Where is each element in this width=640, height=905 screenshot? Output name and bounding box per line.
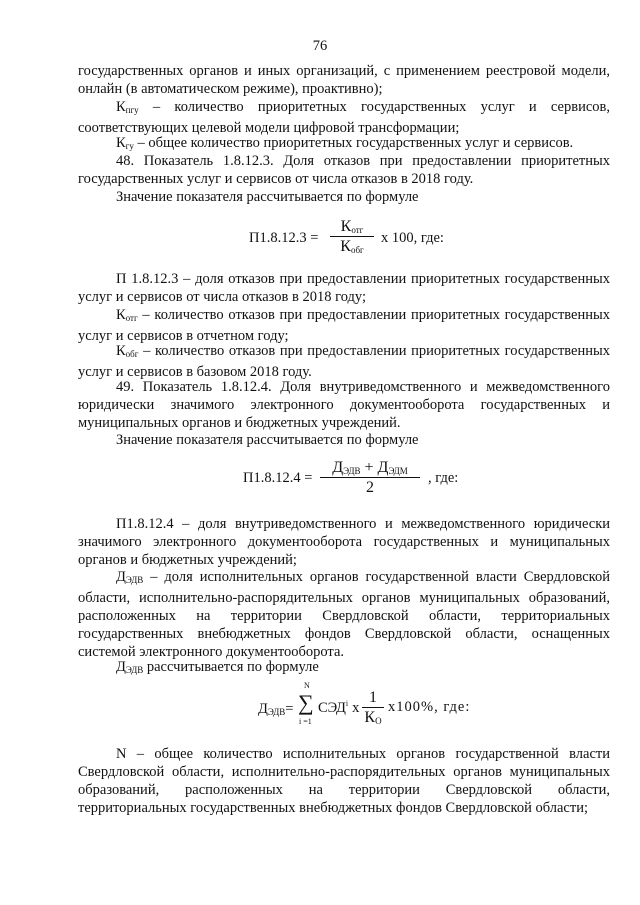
definition-text: – доля исполнительных органов государственной власти Свердловской области, исполнительно-распорядительных органов муниципальных образований, расположенных на территории Свердловской области, территориальных государственных внебюджетных фондов Свердловской области, оснащенных системой электронного документооборота. xyxy=(78,569,610,660)
formula-2-numerator xyxy=(320,459,420,478)
formula-1-lhs: П1.8.12.3 = xyxy=(249,230,319,246)
formula-intro-1: Значение показателя рассчитывается по формуле xyxy=(116,189,419,205)
numerator-a-subscript: ЭДВ xyxy=(343,466,361,476)
formula-3-numerator: 1 xyxy=(362,689,384,708)
symbol: Д xyxy=(116,569,126,585)
definition-text: – количество отказов при предоставлении приоритетных государственных услуг и сервисов в базовом 2018 году. xyxy=(78,343,610,380)
summation-sign: ∑ xyxy=(298,690,314,715)
plus-sign: + xyxy=(360,459,378,476)
formula-1-fraction xyxy=(330,218,374,256)
indicator-49-paragraph: 49. Показатель 1.8.12.4. Доля внутриведомственного и межведомственного юридически значимого электронного документооборота государственных и муниципальных органов и бюджетных учреждений. xyxy=(78,379,610,431)
term-superscript: i xyxy=(345,699,349,708)
definition-p-1-8-12-3: П 1.8.12.3 – доля отказов при предоставлении приоритетных государственных услуг и сервисов от числа отказов в 2018 году; xyxy=(78,271,610,305)
symbol: Д xyxy=(116,659,126,675)
formula-1-rhs: х 100, где: xyxy=(381,230,444,246)
sum-lower-limit: i =1 xyxy=(299,717,312,726)
indicator-48-paragraph: 48. Показатель 1.8.12.3. Доля отказов при предоставлении приоритетных государственных услуг и сервисов от числа отказов в 2018 году. xyxy=(78,153,610,187)
formula-3-denominator xyxy=(362,708,384,727)
sum-upper-limit: N xyxy=(304,681,310,690)
formula-3-lhs xyxy=(258,701,293,718)
definition-n: N – общее количество исполнительных органов государственной власти Свердловской области, исполнительно-распорядительных органов муниципальных образований, расположенных на территории Свердловской области, территориальных государственных внебюджетных фондов Свердловской области; xyxy=(78,746,610,816)
formula-3-term xyxy=(318,699,359,717)
formula-intro-3 xyxy=(78,658,610,679)
denominator-symbol: К xyxy=(364,709,376,726)
symbol-subscript: обг xyxy=(125,349,139,359)
numerator-symbol: К xyxy=(340,218,352,235)
definition-k-obg xyxy=(78,342,610,381)
term-text: СЭД xyxy=(318,699,346,716)
symbol-subscript: ЭДВ xyxy=(125,665,144,675)
formula-3-rhs: х100%, где: xyxy=(388,699,471,715)
numerator-a-symbol: Д xyxy=(332,459,344,476)
formula-2-fraction xyxy=(320,459,420,497)
denominator-subscript: обг xyxy=(350,245,364,255)
denominator-symbol: К xyxy=(340,238,351,255)
intro-text: рассчитывается по формуле xyxy=(143,659,319,675)
formula-intro-2: Значение показателя рассчитывается по формуле xyxy=(116,432,419,448)
formula-1-denominator xyxy=(330,237,374,256)
definition-text: – количество приоритетных государственных услуг и сервисов, соответствующих целевой модели цифровой трансформации; xyxy=(78,99,610,136)
numerator-subscript: отг xyxy=(351,225,364,235)
denominator-subscript: О xyxy=(375,716,382,726)
formula-2-lhs: П1.8.12.4 = xyxy=(243,470,313,486)
definition-p-1-8-12-4: П1.8.12.4 – доля внутриведомственного и межведомственного юридически значимого электронного документооборота государственных и муниципальных органов и бюджетных учреждений; xyxy=(78,516,610,568)
symbol: К xyxy=(116,307,126,323)
symbol: К xyxy=(116,99,126,115)
symbol: К xyxy=(116,135,126,151)
formula-2-rhs: , где: xyxy=(428,470,459,486)
formula-2-denominator: 2 xyxy=(366,479,374,496)
lhs-symbol: Д xyxy=(258,701,268,717)
times-sign: х xyxy=(352,699,360,716)
paragraph-continuation: государственных органов и иных организаций, с применением реестровой модели, онлайн (в автоматическом режиме), проактивно); xyxy=(78,63,610,97)
symbol-subscript: пгу xyxy=(125,105,139,115)
page-number: 76 xyxy=(312,38,328,54)
symbol-subscript: гу xyxy=(125,141,134,151)
formula-1-numerator xyxy=(330,218,374,237)
symbol: К xyxy=(116,343,126,359)
formula-3-fraction xyxy=(362,689,384,727)
definition-k-pgu xyxy=(78,98,610,137)
numerator-b-subscript: ЭДМ xyxy=(388,466,408,476)
numerator-b-symbol: Д xyxy=(377,459,389,476)
definition-text: – общее количество приоритетных государственных услуг и сервисов. xyxy=(133,135,574,151)
symbol-subscript: ЭДВ xyxy=(125,575,144,585)
equals-sign: = xyxy=(285,701,294,717)
definition-d-edv xyxy=(78,568,610,661)
symbol-subscript: отг xyxy=(125,313,138,323)
lhs-subscript: ЭДВ xyxy=(267,707,286,717)
definition-k-otg xyxy=(78,306,610,345)
definition-text: – количество отказов при предоставлении приоритетных государственных услуг и сервисов в отчетном году; xyxy=(78,307,610,344)
